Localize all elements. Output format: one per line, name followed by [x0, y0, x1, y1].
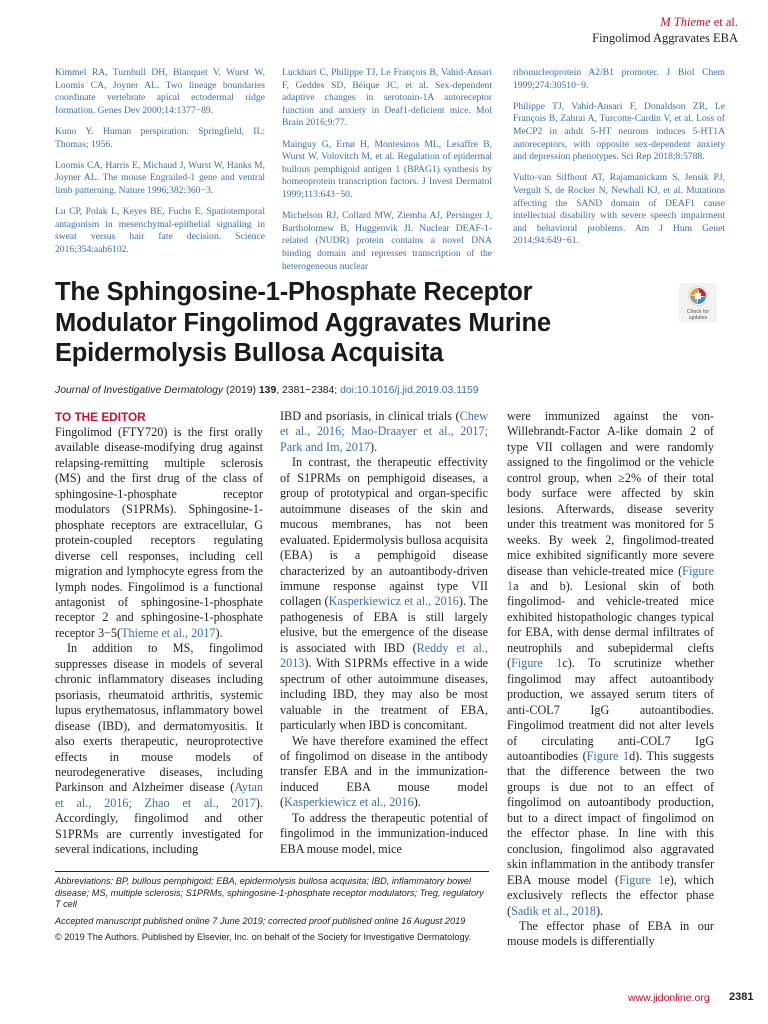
crossmark-icon	[679, 283, 717, 323]
citation-link[interactable]: Kasperkiewicz et al., 2016	[284, 795, 414, 810]
doi-link[interactable]: doi:10.1016/j.jid.2019.03.1159	[340, 385, 479, 396]
reference-list-column-3	[513, 67, 725, 257]
journal-citation	[55, 385, 479, 396]
reference-item[interactable]: Luckhart C, Philippe TJ, Le François B, Vahid-Ansari F, Geddes SD, Béique JC, et al. Sex-dependent adaptive changes in serotonin-1A autoreceptor function and anxiety in Deaf1-deficient mice. Mol Brain 2016;9:77.	[282, 67, 492, 129]
copyright-footnote: © 2019 The Authors. Published by Elsevier, Inc. on behalf of the Society for Investigative Dermatology.	[55, 932, 472, 943]
running-head-etal: et al.	[710, 15, 738, 29]
paragraph-continued: IBD and psoriasis, in clinical trials (Chew et al., 2016; Mao-Draayer et al., 2017; Park and Im, 2017).	[280, 409, 488, 454]
figure-link[interactable]: Figure 1	[511, 656, 563, 671]
crossmark-label-2: updates	[688, 315, 708, 321]
citation-year: (2019)	[223, 385, 259, 396]
figure-link[interactable]: Figure 1	[619, 872, 665, 887]
accepted-footnote: Accepted manuscript published online 7 June 2019; corrected proof published online 16 August 2019	[55, 915, 466, 926]
citation-volume: 139	[258, 385, 277, 396]
paragraph-continued: were immunized against the von-Willebrandt-Factor A-like domain 2 of type VII collagen and were randomly assigned to the fingolimod or the vehicle control group, when ≥2% of their total body surface were affected by skin lesions. Afterwards, disease severity under this treatment was monitored for 5 weeks. By week 2, fingolimod-treated mice exhibited significantly more severe disease than vehicle-treated mice (Figure 1a and b). Lesional skin of both fingolimod- and vehicle-treated mice exhibited histopathologic changes typical for EBA, with dense dermal infiltrates of neutrophils and subepidermal clefts (Figure 1c). To scrutinize whether fingolimod may affect autoantibody production, we assayed serum titers of anti-COL7 IgG autoantibodies. Fingolimod treatment did not alter levels of circulating anti-COL7 IgG autoantibodies (Figure 1d). This suggests that the difference between the two groups is due not to an effect of fingolimod on autoantibody production, but to a direct impact of fingolimod on the effector phase. In line with this conclusion, fingolimod also aggravated skin inflammation in the antibody transfer EBA mouse model (Figure 1e), which exclusively reflects the effector phase (Sadik et al., 2018).	[507, 409, 715, 918]
footnote-divider	[55, 871, 489, 872]
paragraph: Fingolimod (FTY720) is the first orally available disease-modifying drug against relapsing-remitting multiple sclerosis (MS) and the first drug of the class of sphingosine-1-phosphate receptor modulators (S1PRMs). Sphingosine-1-phosphate receptors are extracellular, G protein-coupled receptors regulating diverse cell responses, including cell migration and lymphocyte egress from the lymph nodes. Fingolimod is a functional antagonist of sphingosine-1-phosphate receptor 2 and sphingosine-1-phosphate receptor 3−5(Thieme et al., 2017).	[55, 425, 263, 640]
citation-pages: , 2381−2384;	[276, 385, 341, 396]
crossmark-label-1: Check for	[686, 309, 710, 315]
journal-name: Journal of Investigative Dermatology	[55, 385, 224, 396]
reference-item[interactable]: Kimmel RA, Turnbull DH, Blanquet V, Wurst W, Loomis CA, Joyner AL. Two lineage boundaries coordinate vertebrate apical ectodermal ridge formation. Genes Dev 2000;14:1377−89.	[55, 67, 265, 116]
running-head	[592, 14, 738, 46]
paragraph: To address the therapeutic potential of fingolimod in the immunization-induced EBA mouse model, mice	[280, 810, 488, 856]
paragraph: We have therefore examined the effect of fingolimod on disease in the antibody transfer EBA and in the immunization-induced EBA mouse model (Kasperkiewicz et al., 2016).	[280, 733, 488, 810]
citation-link[interactable]: Chew et al., 2016; Mao-Draayer et al., 2017; Park and Im, 2017	[280, 409, 488, 454]
footnotes	[55, 876, 490, 949]
citation-link[interactable]: Reddy et al., 2013	[280, 640, 488, 671]
journal-website-link[interactable]: www.jidonline.org	[628, 992, 710, 1004]
reference-list-column-2	[282, 67, 492, 282]
reference-item[interactable]: Mainguy G, Ernø H, Montesinos ML, Lesaffre B, Wurst W, Volovitch M, et al. Regulation of epidermal bullous pemphigoid antigen 1 (BPAG1) synthesis by homeoprotein transcription factors. J Invest Dermatol 1999;113:643−50.	[282, 138, 492, 200]
reference-item[interactable]: ribonucleoprotein A2/B1 promoter. J Biol Chem 1999;274:30510−9.	[513, 67, 725, 91]
paragraph: In addition to MS, fingolimod suppresses disease in models of several chronic inflammatory diseases including psoriasis, rheumatoid arthritis, systemic lupus erythematosus, inflammatory bowel disease (IBD), and dermatomyositis. It also exerts therapeutic, neuroprotective effects in mouse models of neurodegenerative diseases, including Parkinson and Alzheimer disease (Aytan et al., 2016; Zhao et al., 2017). Accordingly, fingolimod and other S1PRMs are currently investigated for several indications, including	[55, 641, 263, 857]
paragraph: In contrast, the therapeutic effectivity of S1PRMs on pemphigoid diseases, a group of prototypical and organ-specific autoimmune diseases of the skin and mucous membranes, has not been evaluated. Epidermolysis bullosa acquisita (EBA) is a pemphigoid disease characterized by an autoantibody-driven immune response against type VII collagen (Kasperkiewicz et al., 2016). The pathogenesis of EBA is still largely elusive, but the emergence of the disease is associated with IBD (Reddy et al., 2013). With S1PRMs effective in a wide spectrum of other autoimmune diseases, including IBD, they may also be most valuable in the treatment of EBA, particularly when IBD is concomitant.	[280, 455, 488, 733]
section-heading: TO THE EDITOR	[55, 410, 146, 424]
citation-link[interactable]: Aytan et al., 2016; Zhao et al., 2017	[55, 780, 263, 810]
figure-link[interactable]: Figure 1	[586, 748, 630, 763]
reference-item[interactable]: Philippe TJ, Vahid-Ansari F, Donaldson ZR, Le François B, Zahrai A, Turcotte-Cardin V, et al. Loss of MeCP2 in adult 5-HT neurons induces 5-HT1A autoreceptors, with opposite sex-dependent anxiety and depression phenotypes. Sci Rep 2018;8:5788.	[513, 100, 725, 163]
citation-link[interactable]: Kasperkiewicz et al., 2016	[328, 594, 459, 609]
reference-item[interactable]: Vulto-van Silfhout AT, Rajamanickam S, Jensik PJ, Vergult S, de Rocker N, Newhall KJ, et al. Mutations affecting the SAND domain of DEAF1 cause intellectual disability with severe speech impairment and behavioral problems. Am J Hum Genet 2014;94:649−61.	[513, 172, 725, 247]
paragraph: The effector phase of EBA in our mouse models is differentially	[507, 918, 714, 949]
reference-item[interactable]: Lu CP, Polak L, Keyes BE, Fuchs E. Spatiotemporal antagonism in mesenchymal-epithelial signaling in sweat versus hair fate decision. Science 2016;354:aah6102.	[55, 206, 265, 255]
body-column-2	[280, 409, 488, 857]
reference-item[interactable]: Michelson RJ, Collard MW, Ziemba AJ, Persinger J, Bartholomew B, Huggenvik JI. Nuclear DEAF-1-related (NUDR) protein contains a novel DNA binding domain and represses transcription of the heterogeneous nuclear	[282, 210, 492, 272]
running-head-authors: M Thieme	[660, 15, 711, 29]
abbreviations-footnote: Abbreviations: BP, bullous pemphigoid; EBA, epidermolysis bullosa acquisita; IBD, inflammatory bowel disease; MS, multiple sclerosis; S1PRMs, sphingosine-1-phosphate receptor modulators; Treg, regulatory T cell	[55, 876, 484, 910]
reference-item[interactable]: Kuno Y. Human perspiration. Springfield, IL: Thomas; 1956.	[55, 125, 265, 150]
check-for-updates-badge[interactable]	[679, 283, 717, 323]
figure-link[interactable]: Figure 1	[507, 563, 714, 593]
running-head-short-title: Fingolimod Aggravates EBA	[592, 31, 738, 45]
reference-list-column-1	[55, 67, 265, 265]
body-column-3	[507, 409, 714, 950]
page-number: 2381	[729, 991, 754, 1003]
reference-item[interactable]: Loomis CA, Harris E, Michaud J, Wurst W, Hanks M, Joyner AL. The mouse Engrailed-1 gene and ventral limb patterning. Nature 1996;382:360−3.	[55, 159, 265, 196]
citation-link[interactable]: Thieme et al., 2017	[121, 625, 216, 640]
citation-link[interactable]: Sadik et al., 2018	[511, 903, 597, 918]
body-column-1	[55, 409, 263, 858]
article-title: The Sphingosine-1-Phosphate Receptor Modulator Fingolimod Aggravates Murine Epidermolysis Bullosa Acquisita	[55, 278, 551, 367]
